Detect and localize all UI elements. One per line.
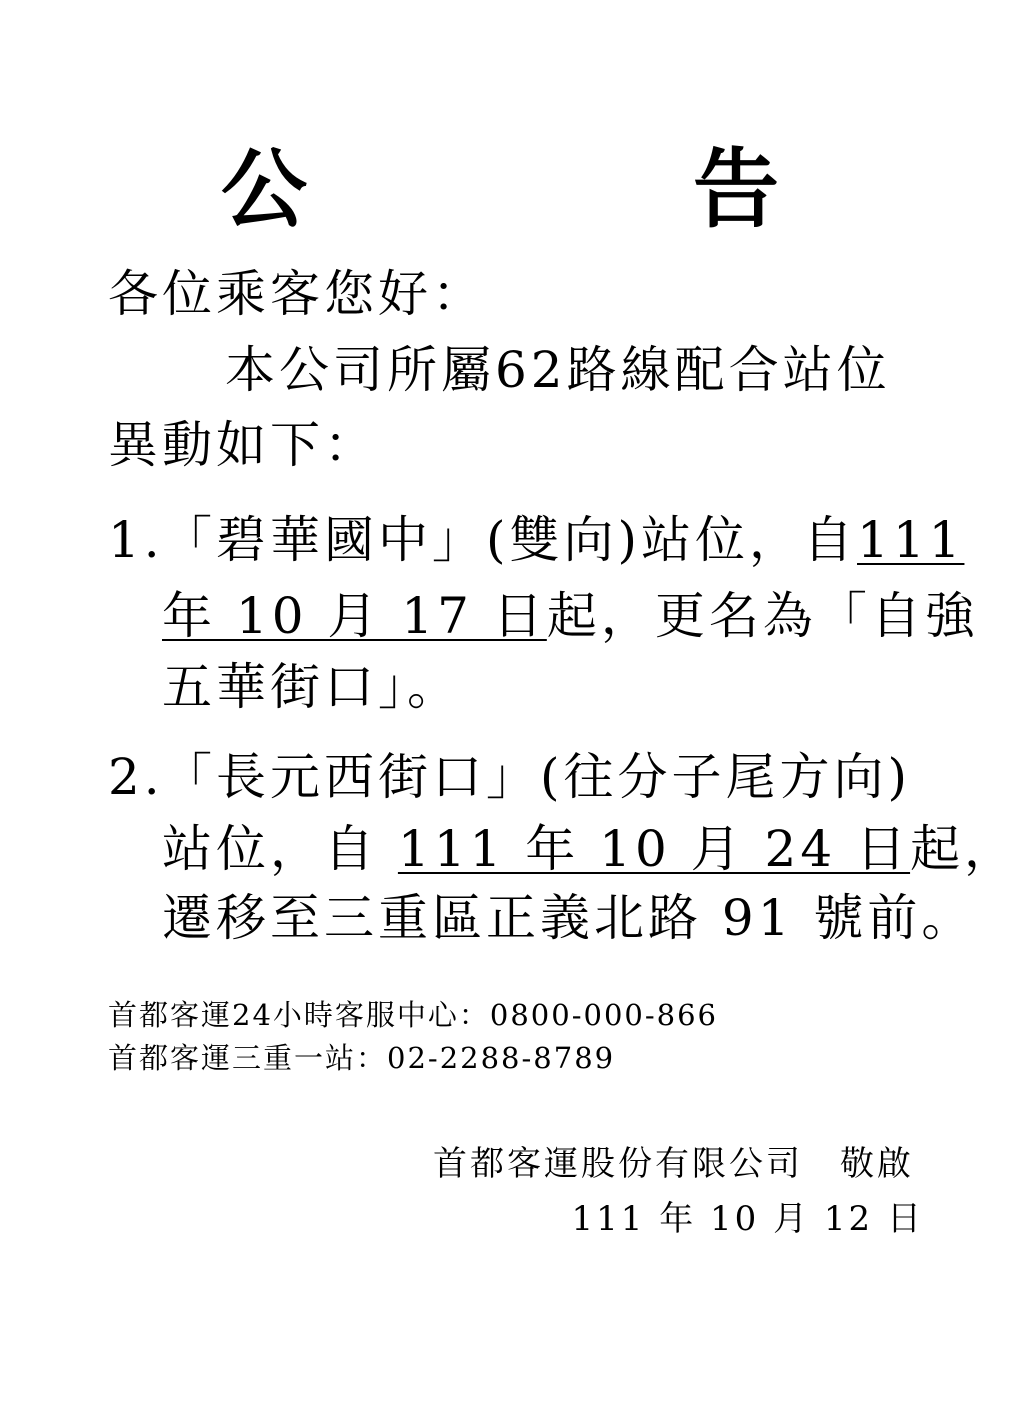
contact-line-2: 首都客運三重一站：02-2288-8789	[108, 1041, 616, 1075]
item-1-year: 111	[857, 511, 965, 569]
item-1-line-2	[162, 584, 979, 648]
greeting: 各位乘客您好：	[108, 265, 486, 323]
item-1-date: 年 10 月 17 日	[162, 587, 547, 645]
item-2-line-2-text-a: 站位，自	[162, 820, 378, 878]
intro-line-2: 異動如下：	[108, 416, 378, 474]
item-2-number: 2.	[108, 748, 164, 806]
item-2-line-2	[162, 817, 1018, 881]
item-2-line-2-text-c: 起，	[910, 820, 1018, 878]
signature-company: 首都客運股份有限公司 敬啟	[433, 1144, 914, 1184]
item-1-line-2-text: 起，更名為「自強	[546, 587, 979, 645]
item-1-line-1-text: 「碧華國中」(雙向)站位，自	[162, 511, 858, 569]
item-2-date: 111 年 10 月 24 日	[397, 820, 911, 878]
contact-line-1: 首都客運24小時客服中心：0800-000-866	[108, 998, 719, 1032]
item-1-number: 1.	[108, 511, 164, 569]
page-title: 公 告	[221, 139, 929, 240]
item-1-line-3: 五華街口」。	[162, 658, 461, 716]
signature-date: 111 年 10 月 12 日	[571, 1199, 924, 1239]
intro-line-1: 本公司所屬62路線配合站位	[225, 341, 891, 399]
item-1-line-1	[162, 508, 964, 572]
item-2-line-3: 遷移至三重區正義北路 91 號前。	[162, 889, 976, 947]
item-2-line-1: 「長元西街口」(往分子尾方向)	[162, 748, 912, 806]
